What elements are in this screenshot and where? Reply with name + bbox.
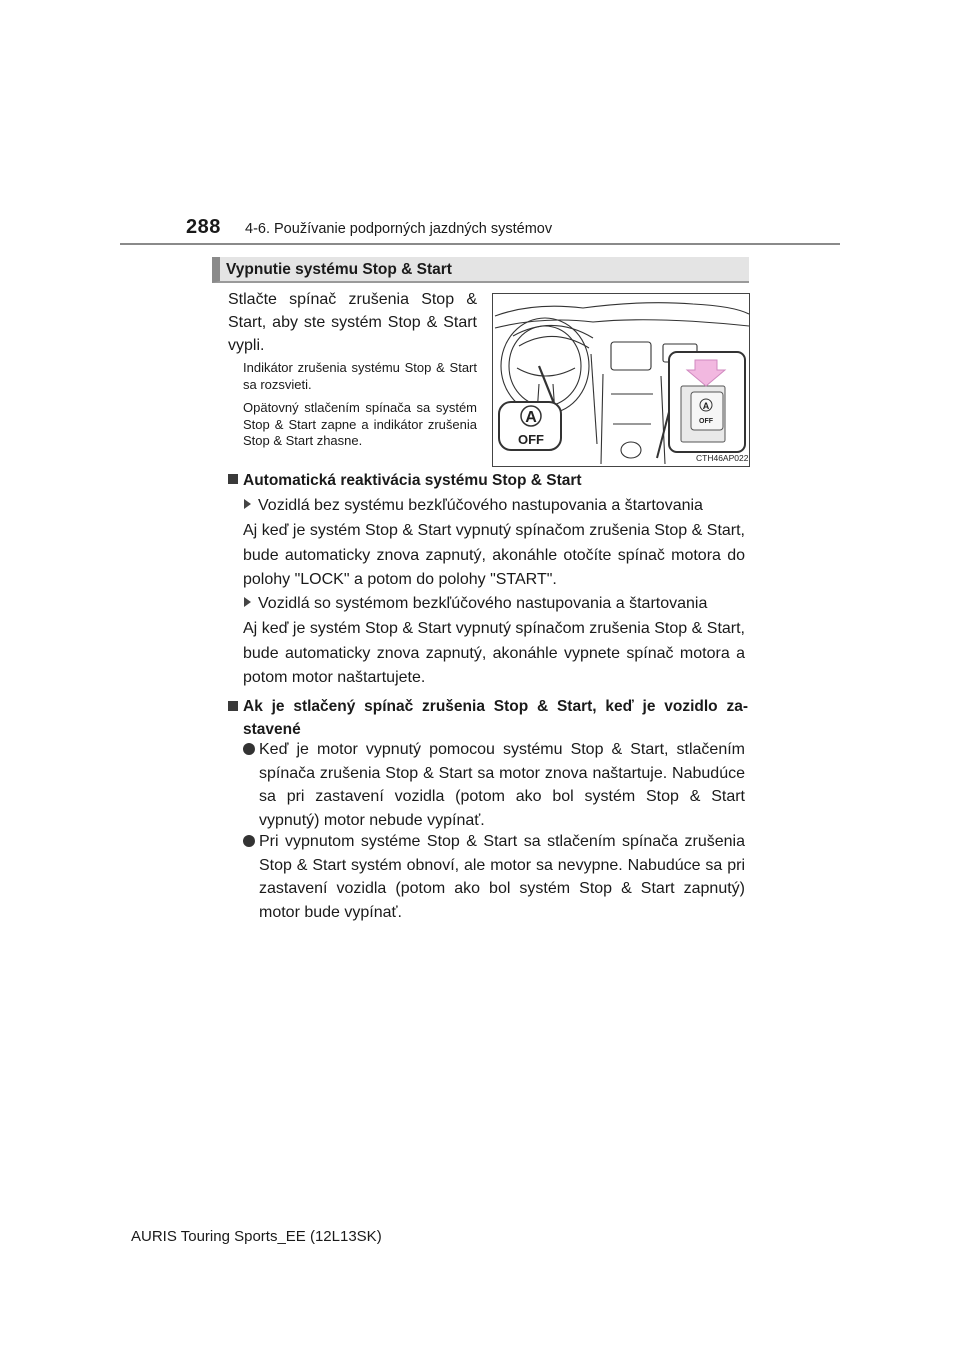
footer-model: AURIS Touring Sports_EE (12L13SK) bbox=[131, 1228, 382, 1245]
round-bullet-icon bbox=[243, 743, 255, 755]
zoom-off-label: OFF bbox=[699, 418, 713, 425]
dashboard-illustration bbox=[492, 293, 750, 467]
header-divider bbox=[120, 243, 840, 245]
note-indicator-off: Opätovný stlačením spínača sa systém Stop & Start zapne a indikátor zrušenia Stop & Start zhasne. bbox=[243, 400, 477, 448]
square-bullet-icon bbox=[228, 474, 238, 484]
heading-vehicle-stopped: Ak je stlačený spínač zrušenia Stop & Start, keď je vozidlo zastavené bbox=[228, 695, 748, 741]
subheading-with-keyless: Vozidlá so systémom bezkľúčového nastupovania a štartovania bbox=[244, 593, 707, 615]
paragraph-with-keyless: Aj keď je systém Stop & Start vypnutý spínačom zrušenia Stop & Start, bude automaticky znova zapnutý, akonáhle vypnete spínač motora a potom motor naštartujete. bbox=[243, 620, 745, 686]
switch-callout-zoom bbox=[657, 352, 745, 458]
intro-text: Stlačte spínač zrušenia Stop & Start, aby ste systém Stop & Start vypli. bbox=[228, 291, 477, 354]
note-indicator-on: Indikátor zrušenia systému Stop & Start sa rozsvieti. bbox=[243, 360, 477, 392]
chapter-title: 4-6. Používanie podporných jazdných systémov bbox=[245, 221, 553, 237]
square-bullet-icon bbox=[228, 701, 238, 711]
callout-a-label: A bbox=[525, 409, 537, 426]
callout-off-label: OFF bbox=[518, 432, 544, 447]
bullet-engine-off: Keď je motor vypnutý pomocou systému Stop & Start, stlačením spínača zrušenia Stop & Start sa motor znova naštartuje. Nabudúce sa pri zastavení vozidla (potom ako bol systém Stop & Start vypnutý) motor nebude vypínať. bbox=[243, 738, 745, 832]
triangle-bullet-icon bbox=[244, 597, 251, 607]
page-number: 288 bbox=[186, 216, 221, 238]
figure-code: CTH46AP022 bbox=[696, 453, 749, 463]
round-bullet-icon bbox=[243, 835, 255, 847]
heading-auto-reactivation: Automatická reaktivácia systému Stop & Start bbox=[228, 470, 582, 492]
triangle-bullet-icon bbox=[244, 499, 251, 509]
subheading-without-keyless: Vozidlá bez systému bezkľúčového nastupovania a štartovania bbox=[244, 495, 703, 517]
zoom-a-label: A bbox=[702, 401, 710, 411]
dashboard-drawing bbox=[493, 294, 750, 467]
paragraph-without-keyless: Aj keď je systém Stop & Start vypnutý spínačom zrušenia Stop & Start, bude automaticky znova zapnutý, akonáhle otočíte spínač motora do polohy "LOCK" a potom do polohy "START". bbox=[243, 522, 745, 588]
bullet-system-off: Pri vypnutom systéme Stop & Start sa stlačením spínača zrušenia Stop & Start systém obnoví, ale motor sa nevypne. Nabudúce sa pri zastavení vozidla (potom ako bol systém Stop & Start zapnutý) motor bude vypínať. bbox=[243, 830, 745, 924]
switch-callout-large bbox=[499, 366, 561, 450]
section-title: Vypnutie systému Stop & Start bbox=[226, 261, 452, 278]
